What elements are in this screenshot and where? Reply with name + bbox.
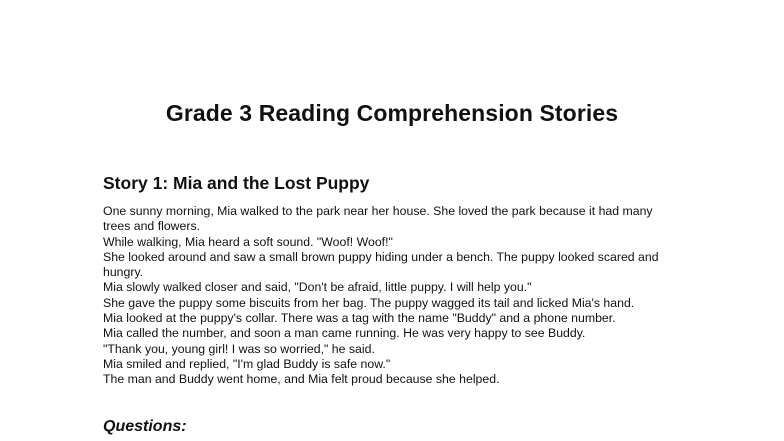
- story-paragraph: She looked around and saw a small brown puppy hiding under a bench. The puppy looked scared and hungry.: [103, 249, 659, 280]
- story-body: [103, 204, 683, 388]
- story-paragraph: Mia smiled and replied, "I'm glad Buddy is safe now.": [103, 356, 391, 371]
- story-paragraph: One sunny morning, Mia walked to the park near her house. She loved the park because it had many trees and flowers.: [103, 204, 653, 234]
- story-paragraph: Mia looked at the puppy's collar. There was a tag with the name "Buddy" and a phone number.: [103, 311, 616, 326]
- story-heading: Story 1: Mia and the Lost Puppy: [103, 173, 370, 193]
- page-title: Grade 3 Reading Comprehension Stories: [165, 100, 619, 126]
- story-paragraph: While walking, Mia heard a soft sound. "Woof! Woof!": [103, 234, 393, 249]
- story-paragraph: Mia called the number, and soon a man came running. He was very happy to see Buddy.: [103, 326, 586, 341]
- story-paragraph: Mia slowly walked closer and said, "Don't be afraid, little puppy. I will help you.": [103, 280, 532, 295]
- story-paragraph: She gave the puppy some biscuits from her bag. The puppy wagged its tail and licked Mia's hand.: [103, 295, 635, 310]
- story-paragraph: The man and Buddy went home, and Mia felt proud because she helped.: [103, 372, 500, 387]
- story-paragraph: "Thank you, young girl! I was so worried," he said.: [103, 341, 375, 356]
- questions-heading: Questions:: [103, 418, 187, 435]
